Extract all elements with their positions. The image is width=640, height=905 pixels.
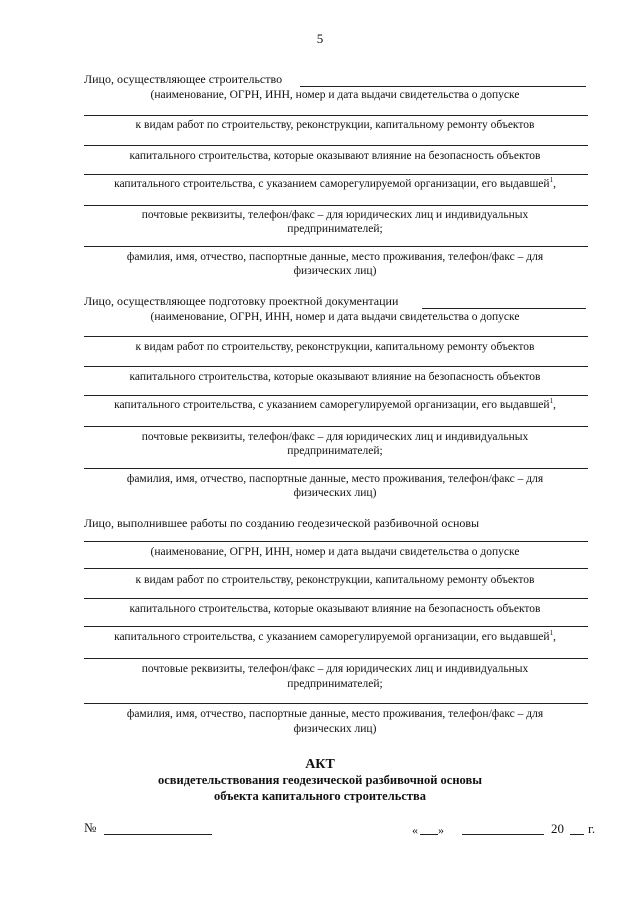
section-3-field-2[interactable] — [84, 568, 588, 569]
section-1-caption-8: физических лиц) — [293, 265, 377, 277]
section-1-field-5[interactable] — [84, 205, 588, 206]
section-2-field-6[interactable] — [84, 468, 588, 469]
footnote-mark: 1 — [549, 629, 554, 638]
date-month-field[interactable] — [462, 834, 544, 835]
date-year-suffix: г. — [588, 821, 596, 836]
section-3-caption-7: фамилия, имя, отчество, паспортные данные, место проживания, телефон/факс – для — [126, 708, 544, 720]
section-2-caption-4: капитального строительства, с указанием саморегулируемой организации, его выдавшей$^1$, — [114, 397, 556, 411]
section-1-caption-6: предпринимателей; — [287, 223, 383, 235]
section-2-field-3[interactable] — [84, 366, 588, 367]
section-1-field-6[interactable] — [84, 246, 588, 247]
page-number: 5 — [316, 31, 324, 46]
section-3-caption-8: физических лиц) — [293, 723, 377, 735]
act-number-field[interactable] — [104, 834, 212, 835]
date-year-field[interactable] — [570, 834, 584, 835]
section-3-field-3[interactable] — [84, 598, 588, 599]
section-2-caption-2: к видам работ по строительству, реконструкции, капитальному ремонту объектов — [135, 341, 535, 353]
section-2-heading-field[interactable] — [422, 308, 586, 309]
section-3-field-4[interactable] — [84, 626, 588, 627]
section-2-caption-4-text: капитального строительства, с указанием саморегулируемой организации, его выдавшей — [114, 399, 550, 411]
section-1-field-3[interactable] — [84, 145, 588, 146]
section-1-caption-4-text: капитального строительства, с указанием саморегулируемой организации, его выдавшей — [114, 178, 550, 190]
section-3-caption-2: к видам работ по строительству, реконструкции, капитальному ремонту объектов — [135, 574, 535, 586]
section-2-caption-3: капитального строительства, которые оказывают влияние на безопасность объектов — [129, 371, 541, 383]
section-3-field-6[interactable] — [84, 703, 588, 704]
footnote-mark: 1 — [549, 176, 554, 185]
section-1-caption-1: (наименование, ОГРН, ИНН, номер и дата выдачи свидетельства о допуске — [150, 89, 520, 101]
section-2-field-2[interactable] — [84, 336, 588, 337]
act-subtitle-1: освидетельствования геодезической разбивочной основы — [157, 773, 483, 787]
section-2-caption-6: предпринимателей; — [287, 445, 383, 457]
date-day-field[interactable] — [420, 834, 438, 835]
section-1-caption-4: капитального строительства, с указанием саморегулируемой организации, его выдавшей$^1$, — [114, 176, 556, 190]
section-2-field-4[interactable] — [84, 395, 588, 396]
section-1-field-4[interactable] — [84, 174, 588, 175]
date-year-prefix: 20 — [551, 821, 564, 836]
footnote-mark: 1 — [549, 397, 554, 406]
act-title: АКТ — [305, 757, 335, 772]
section-3-caption-5: почтовые реквизиты, телефон/факс – для юридических лиц и индивидуальных — [141, 663, 529, 675]
section-2-field-5[interactable] — [84, 426, 588, 427]
section-1-caption-5: почтовые реквизиты, телефон/факс – для юридических лиц и индивидуальных — [141, 209, 529, 221]
section-2-caption-1: (наименование, ОГРН, ИНН, номер и дата выдачи свидетельства о допуске — [150, 311, 520, 323]
section-3-caption-6: предпринимателей; — [287, 678, 383, 690]
section-1-caption-7: фамилия, имя, отчество, паспортные данные, место проживания, телефон/факс – для — [126, 251, 544, 263]
section-2-caption-7: фамилия, имя, отчество, паспортные данные, место проживания, телефон/факс – для — [126, 473, 544, 485]
section-1-heading-field[interactable] — [300, 86, 586, 87]
section-3-caption-1: (наименование, ОГРН, ИНН, номер и дата выдачи свидетельства о допуске — [150, 546, 520, 558]
section-3-caption-3: капитального строительства, которые оказывают влияние на безопасность объектов — [129, 603, 541, 615]
section-1-field-2[interactable] — [84, 115, 588, 116]
section-1-caption-3: капитального строительства, которые оказывают влияние на безопасность объектов — [129, 150, 541, 162]
section-3-heading: Лицо, выполнившее работы по созданию геодезической разбивочной основы — [84, 516, 480, 530]
act-subtitle-2: объекта капитального строительства — [213, 789, 427, 803]
section-3-field-5[interactable] — [84, 658, 588, 659]
date-close-quote: » — [438, 823, 444, 837]
act-number-label: № — [84, 820, 97, 835]
section-1-heading: Лицо, осуществляющее строительство — [84, 72, 283, 86]
section-3-caption-4-text: капитального строительства, с указанием саморегулируемой организации, его выдавшей — [114, 631, 550, 643]
section-1-caption-2: к видам работ по строительству, реконструкции, капитальному ремонту объектов — [135, 119, 535, 131]
section-2-caption-8: физических лиц) — [293, 487, 377, 499]
section-2-heading: Лицо, осуществляющее подготовку проектной документации — [84, 294, 399, 308]
section-3-field-1[interactable] — [84, 541, 588, 542]
section-2-caption-5: почтовые реквизиты, телефон/факс – для юридических лиц и индивидуальных — [141, 431, 529, 443]
section-3-caption-4: капитального строительства, с указанием саморегулируемой организации, его выдавшей$^1$, — [114, 629, 556, 643]
date-open-quote: « — [412, 823, 418, 837]
